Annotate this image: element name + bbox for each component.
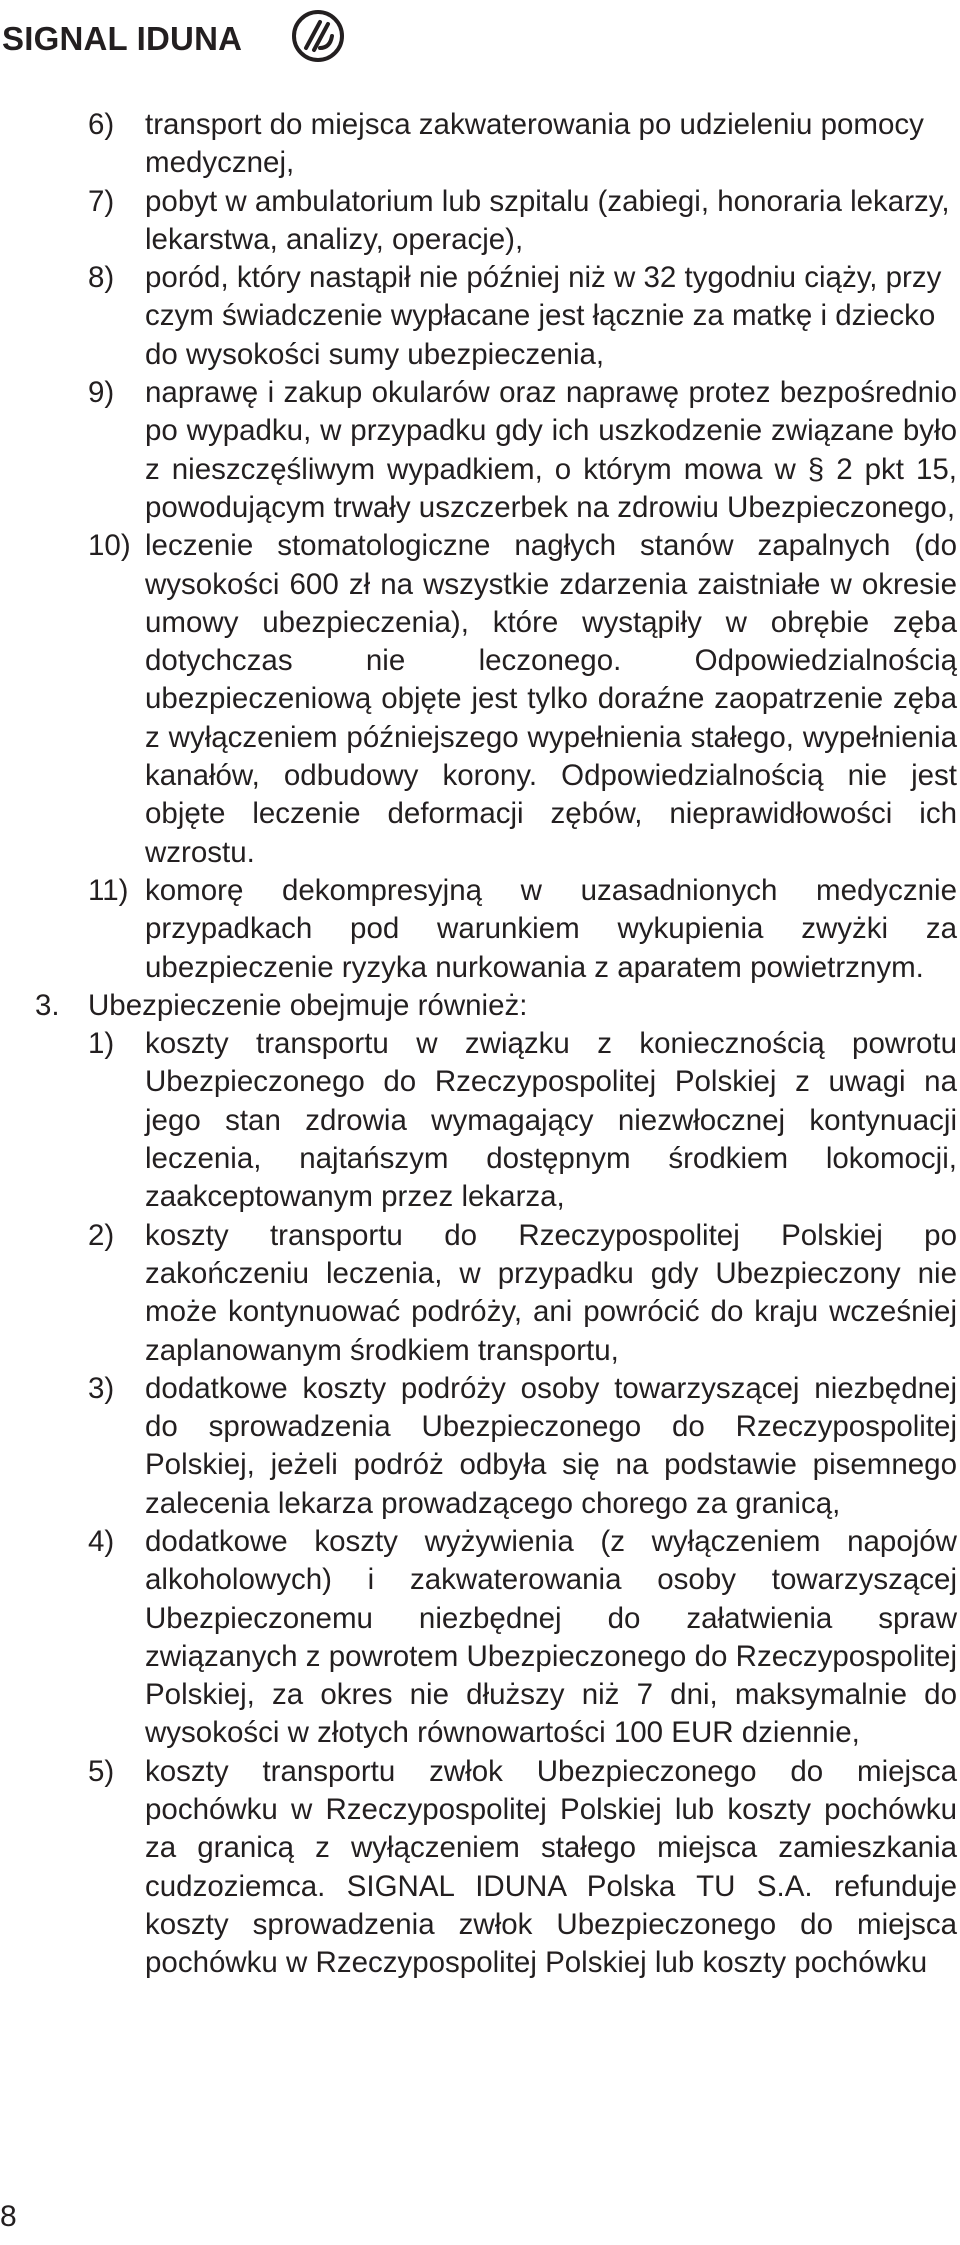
brand-name: SIGNAL IDUNA <box>2 20 243 57</box>
item-text: pobyt w ambulatorium lub szpitalu (zabiegi, honoraria lekarzy, lekarstwa, analizy, operacje), <box>145 184 950 256</box>
item-text: komorę dekompresyjną w uzasadnionych medycznie przypadkach pod warunkiem wykupienia zwyżki za ubezpieczenie ryzyka nurkowania z aparatem powietrznym. <box>145 873 957 984</box>
list-item <box>0 1370 960 1523</box>
item-text: poród, który nastąpił nie później niż w 32 tygodniu ciąży, przy czym świadczenie wypłacane jest łącznie za matkę i dziecko do wysokości sumy ubezpieczenia, <box>145 261 942 371</box>
item-number: 8) <box>88 261 115 295</box>
list-item <box>0 1217 960 1370</box>
item-number: 1) <box>88 1027 115 1061</box>
item-number: 2) <box>88 1218 115 1252</box>
list-item <box>0 259 960 374</box>
item-number: 10) <box>88 529 131 563</box>
item-text: dodatkowe koszty podróży osoby towarzyszącej niezbędnej do sprowadzenia Ubezpieczonego do Rzeczypospolitej Polskiej, jeżeli podróż odbyła się na podstawie pisemnego zalecenia lekarza prowadzącego chorego za granicą, <box>145 1371 957 1520</box>
header <box>0 8 400 64</box>
list-item <box>0 1025 960 1216</box>
list-item <box>0 106 960 183</box>
item-text: koszty transportu zwłok Ubezpieczonego do miejsca pochówku w Rzeczypospolitej Polskiej lub koszty pochówku za granicą z wyłączeniem stałego miejsca zamieszkania cudzoziemca. SIGNAL IDUNA Polska TU S.A. refunduje koszty sprowadzenia zwłok Ubezpieczonego do miejsca pochówku w Rzeczypospolitej Polskiej lub koszty pochówku <box>145 1754 957 1980</box>
item-text: koszty transportu do Rzeczypospolitej Polskiej po zakończeniu leczenia, w przypadku gdy Ubezpieczony nie może kontynuować podróży, ani powrócić do kraju wcześniej zaplanowanym środkiem transportu, <box>145 1218 957 1367</box>
item-text: leczenie stomatologiczne nagłych stanów zapalnych (do wysokości 600 zł na wszystkie zdarzenia zaistniałe w okresie umowy ubezpieczenia), które wystąpiły w obrębie zęba dotychczas nie leczonego. Odpowiedzialnością ubezpieczeniową objęte jest tylko doraźne zaopatrzenie zęba z wyłączeniem późniejszego wypełnienia stałego, wypełnienia kanałów, odbudowy korony. Odpowiedzialnością nie jest objęte leczenie deformacji zębów, nieprawidłowości ich wzrostu. <box>145 529 957 869</box>
item-number: 9) <box>88 376 115 410</box>
item-number: 3) <box>88 1371 115 1405</box>
page-number: 8 <box>0 2200 17 2233</box>
list-item <box>0 183 960 260</box>
item-number: 4) <box>88 1524 115 1558</box>
list-item <box>0 1523 960 1753</box>
item-number: 7) <box>88 184 115 218</box>
document-body <box>0 106 960 1983</box>
item-text: koszty transportu w związku z koniecznością powrotu Ubezpieczonego do Rzeczypospolitej Polskiej z uwagi na jego stan zdrowia wymagający niezwłocznej kontynuacji leczenia, najtańszym dostępnym środkiem lokomocji, zaakceptowanym przez lekarza, <box>145 1027 957 1214</box>
list-item <box>0 1753 960 1983</box>
section-heading <box>0 987 960 1025</box>
list-item <box>0 374 960 527</box>
list-item <box>0 872 960 987</box>
section-title: Ubezpieczenie obejmuje również: <box>88 988 528 1022</box>
item-number: 11) <box>88 873 129 907</box>
item-number: 6) <box>88 108 115 141</box>
list-item <box>0 527 960 872</box>
signal-iduna-logo-icon <box>290 8 346 64</box>
item-text: transport do miejsca zakwaterowania po udzieleniu pomocy medycznej, <box>145 108 924 180</box>
item-text: dodatkowe koszty wyżywienia (z wyłączeniem napojów alkoholowych) i zakwaterowania osoby towarzyszącej Ubezpieczonemu niezbędnej do załatwienia spraw związanych z powrotem Ubezpieczonego do Rzeczypospolitej Polskiej, za okres nie dłuższy niż 7 dni, maksymalnie do wysokości w złotych równowartości 100 EUR dziennie, <box>145 1524 957 1750</box>
item-text: naprawę i zakup okularów oraz naprawę protez bezpośrednio po wypadku, w przypadku gdy ich uszkodzenie związane było z nieszczęśliwym wypadkiem, o którym mowa w § 2 pkt 15, powodującym trwały uszczerbek na zdrowiu Ubezpieczonego, <box>145 376 957 524</box>
item-number: 5) <box>88 1754 115 1788</box>
section-number: 3. <box>35 988 60 1022</box>
